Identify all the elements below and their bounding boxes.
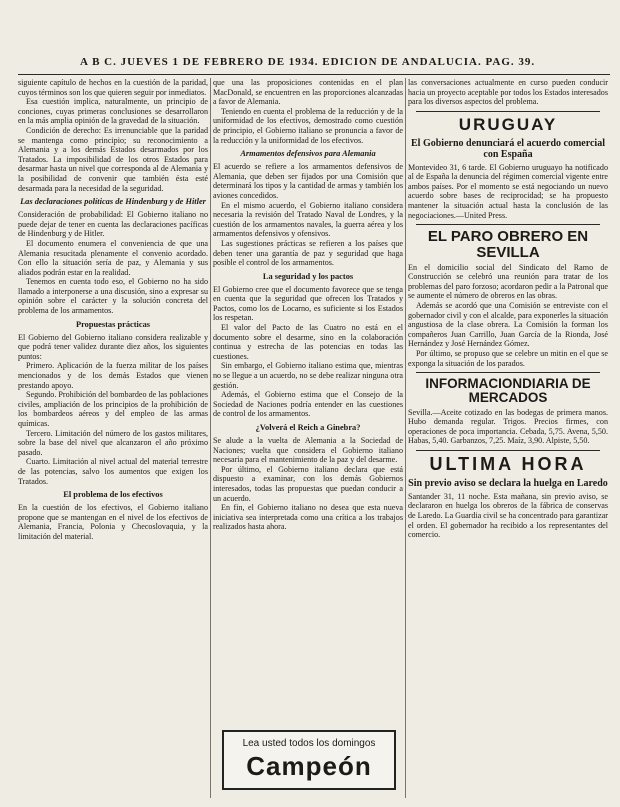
article-paragraph: El acuerdo se refiere a los armamentos defensivos de Alemania, que deben ser fijados por una Comisión que determinará los tipos y la cantidad de armas y también los aviones concedidos. (213, 162, 403, 200)
article-paragraph: Sin embargo, el Gobierno italiano estima que, mientras no se llegue a un acuerdo, no se debe realizar ninguna otra gestión. (213, 361, 403, 390)
article-paragraph: En el domicilio social del Sindicato del Ramo de Construcción se celebró una reunión para tratar de los problemas del paro forzoso; acordaron pedir a la Patronal que se aumente el número de obreros en las obras. (408, 262, 608, 301)
article-paragraph: Tercero. Limitación del número de los gastos militares, sobre la base del nivel que alcanzaron el año próximo pasado. (18, 428, 208, 457)
article-paragraph: Primero. Aplicación de la fuerza militar de los países mencionados y de los demás Estados que vienen prestando apoyo. (18, 361, 208, 390)
article-paragraph: Por último, se propuso que se celebre un mitin en el que se exponga la situación de los parados. (408, 349, 608, 368)
article-paragraph: Condición de derecho: Es irrenunciable que la paridad se mantenga como principio; su reconocimiento a Alemania y a los demás Estados desarmados por los Tratados. La imposibilidad de los otros Estados para desarmar hasta un nivel que corresponda al de Alemania y la posibilidad de convenir que también ésta esté desarmada para la necesidad de la seguridad. (18, 125, 208, 193)
headline-subtitle: El Gobierno denunciará el acuerdo comercial con España (411, 137, 605, 160)
header-rule (18, 74, 610, 75)
article-paragraph: Esa cuestión implica, naturalmente, un principio de conciones, cuyas primeras conclusiones se desarrollaron en la más amplia opinión de la gravedad de la situación. (18, 97, 208, 126)
divider (416, 450, 600, 451)
section-subheading: Armamentos defensivos para Alemania (240, 149, 376, 159)
section-subheading: El problema de los efectivos (63, 490, 163, 500)
article-paragraph: Cuarto. Limitación al nivel actual del material terrestre de las potencias, salvo los aumentos que exigen los Tratados. (18, 457, 208, 486)
article-paragraph: El Gobierno del Gobierno italiano considera realizable y que podrá tener validez durante diez años, los siguientes puntos: (18, 332, 208, 361)
headline-subtitle: Sin previo aviso se declara la huelga en Laredo (408, 477, 608, 489)
divider (416, 372, 600, 373)
headline-paro-obrero: EL PARO OBRERO EN SEVILLA (427, 228, 589, 261)
headline-mercados: INFORMACIONDIARIA DE MERCADOS (425, 376, 591, 406)
column-separator (210, 78, 211, 798)
column-3 (408, 78, 608, 798)
section-subheading: Las declaraciones políticas de Hindenburg y de Hitler (20, 197, 206, 207)
column-1 (18, 78, 208, 798)
ad-title: Campeón (246, 751, 372, 781)
article-paragraph: Se alude a la vuelta de Alemania a la Sociedad de Naciones; vuelta que considera el Gobierno italiano necesaria para el mantenimiento de la paz y del desarme. (213, 436, 403, 465)
article-paragraph: En fin, el Gobierno italiano no desea que esta nueva iniciativa sea interpretada como una crítica a los trabajos realizados hasta ahora. (213, 503, 403, 532)
headline-ultima-hora: ULTIMA HORA (429, 453, 587, 474)
ad-tagline: Lea usted todos los domingos (242, 738, 376, 749)
article-paragraph: Además, el Gobierno estima que el Consejo de la Sociedad de Naciones podría entender en las cuestiones de control de los armamentos. (213, 390, 403, 419)
section-subheading: ¿Volverá el Reich a Ginebra? (255, 423, 361, 432)
divider (416, 224, 600, 225)
article-paragraph: las conversaciones actualmente en curso pueden conducir hacia un proyecto aceptable por todos los Estados interesados para los diversos aspectos del problema. (408, 78, 608, 107)
column-separator (405, 78, 406, 798)
article-paragraph: Sevilla.—Aceite cotizado en las bodegas de primera manos. Hubo demanda regular. Trigos. Precios firmes, con operaciones de poca importancia. Cebada, 5,75. Avena, 5,50. Habas, 5,40. Garbanzos, 7,25. Maíz, 3,90. Alpiste, 5,50. (408, 407, 608, 446)
section-subheading: La seguridad y los pactos (262, 271, 354, 281)
article-paragraph: Las sugestiones prácticas se refieren a los países que deben tener una garantía de paz y seguridad que haga posible el control de los armamentos. (213, 238, 403, 268)
article-paragraph: El valor del Pacto de las Cuatro no está en el documento sobre el desarme, sino en la colaboración continua y estrecha de las potencias en todas las cuestiones. (213, 323, 403, 361)
article-paragraph: El Gobierno cree que el documento favorece que se tenga en cuenta que la seguridad que ofrecen los Tratados y Pactos, como los de Locarno, es suficiente si los Estados los respetan. (213, 284, 403, 323)
article-paragraph: En el mismo acuerdo, el Gobierno italiano considera necesaria la revisión del Tratado Naval de Londres, y la cuestión de los armamentos navales, la guerra aérea y los armamentos defensivos y ofensivos. (213, 200, 403, 239)
page-header: A B C. JUEVES 1 DE FEBRERO DE 1934. EDICION DE ANDALUCIA. PAG. 39. (80, 56, 536, 68)
article-paragraph: Santander 31, 11 noche. Esta mañana, sin previo aviso, se declararon en huelga los obreros de la fábrica de conservas de Laredo. La Guardia civil se ha concentrado para garantizar el orden. El gobernador ha recibido a los representantes del comercio. (408, 491, 608, 540)
divider (416, 111, 600, 112)
article-paragraph: Montevideo 31, 6 tarde. El Gobierno uruguayo ha notificado al de España la denuncia del régimen comercial vigente entre ambos países. Por el momento se está negociando un nuevo acuerdo sobre bases de reciprocidad; se ha propuesto mantener la situación actual hasta la conclusión de las negociaciones.—United Press. (408, 162, 608, 220)
article-paragraph: Además se acordó que una Comisión se entreviste con el gobernador civil y con el alcalde, para exponerles la situación angustiosa de la clase obrera. La Comisión la forman los compañeros Juan Carrillo, Juan García de la Rionda, José Hernández y José Hernández Gómez. (408, 301, 608, 349)
article-paragraph: Segundo. Prohibición del bombardeo de las poblaciones civiles, ampliación de los principios de la prohibición de los bombardeos aéreos y del empleo de las armas químicas. (18, 390, 208, 428)
section-subheading: Propuestas prácticas (75, 319, 151, 329)
campeon-advertisement (222, 730, 396, 790)
article-paragraph: Teniendo en cuenta el problema de la reducción y de la uniformidad de los efectivos, demostrado como cuestión de principio, el Gobierno italiano se pronuncia a favor de la reducción y la uniformidad de los efectivos. (213, 106, 403, 145)
article-paragraph: El documento enumera el conveniencia de que una Alemania resucitada plenamente el convenio acordado. Con ello la situación sería de paz, y Alemania y sus aliados podrán estar en la realidad. (18, 238, 208, 277)
column-2 (213, 78, 403, 798)
headline-uruguay: URUGUAY (458, 114, 558, 134)
article-paragraph: Tenemos en cuenta todo eso, el Gobierno no ha sido llamado a interponerse a una discusión, sino a expresar su opinión sobre el carácter y la solución concreta del problema de los armamentos. (18, 277, 208, 316)
article-paragraph: siguiente capítulo de hechos en la cuestión de la paridad, cuyos términos son los que quieren seguir por inmediatos. (18, 78, 208, 97)
article-paragraph: Por último, el Gobierno italiano declara que está dispuesto a examinar, con los demás Gobiernos interesados, todas las propuestas que puedan conducir a un acuerdo. (213, 464, 403, 503)
article-paragraph: Consideración de probabilidad: El Gobierno italiano no puede dejar de tener en cuenta las declaraciones pacíficas de Hindenburg y de Hitler. (18, 210, 208, 239)
article-paragraph: En la cuestión de los efectivos, el Gobierno italiano propone que se mantengan en el nivel de los efectivos de Alemania, Francia, Polonia y Checoslovaquia, y la limitación del material. (18, 503, 208, 541)
article-paragraph: que una las proposiciones contenidas en el plan MacDonald, se encuentren en las proporciones alcanzadas a favor de Alemania. (213, 78, 403, 107)
